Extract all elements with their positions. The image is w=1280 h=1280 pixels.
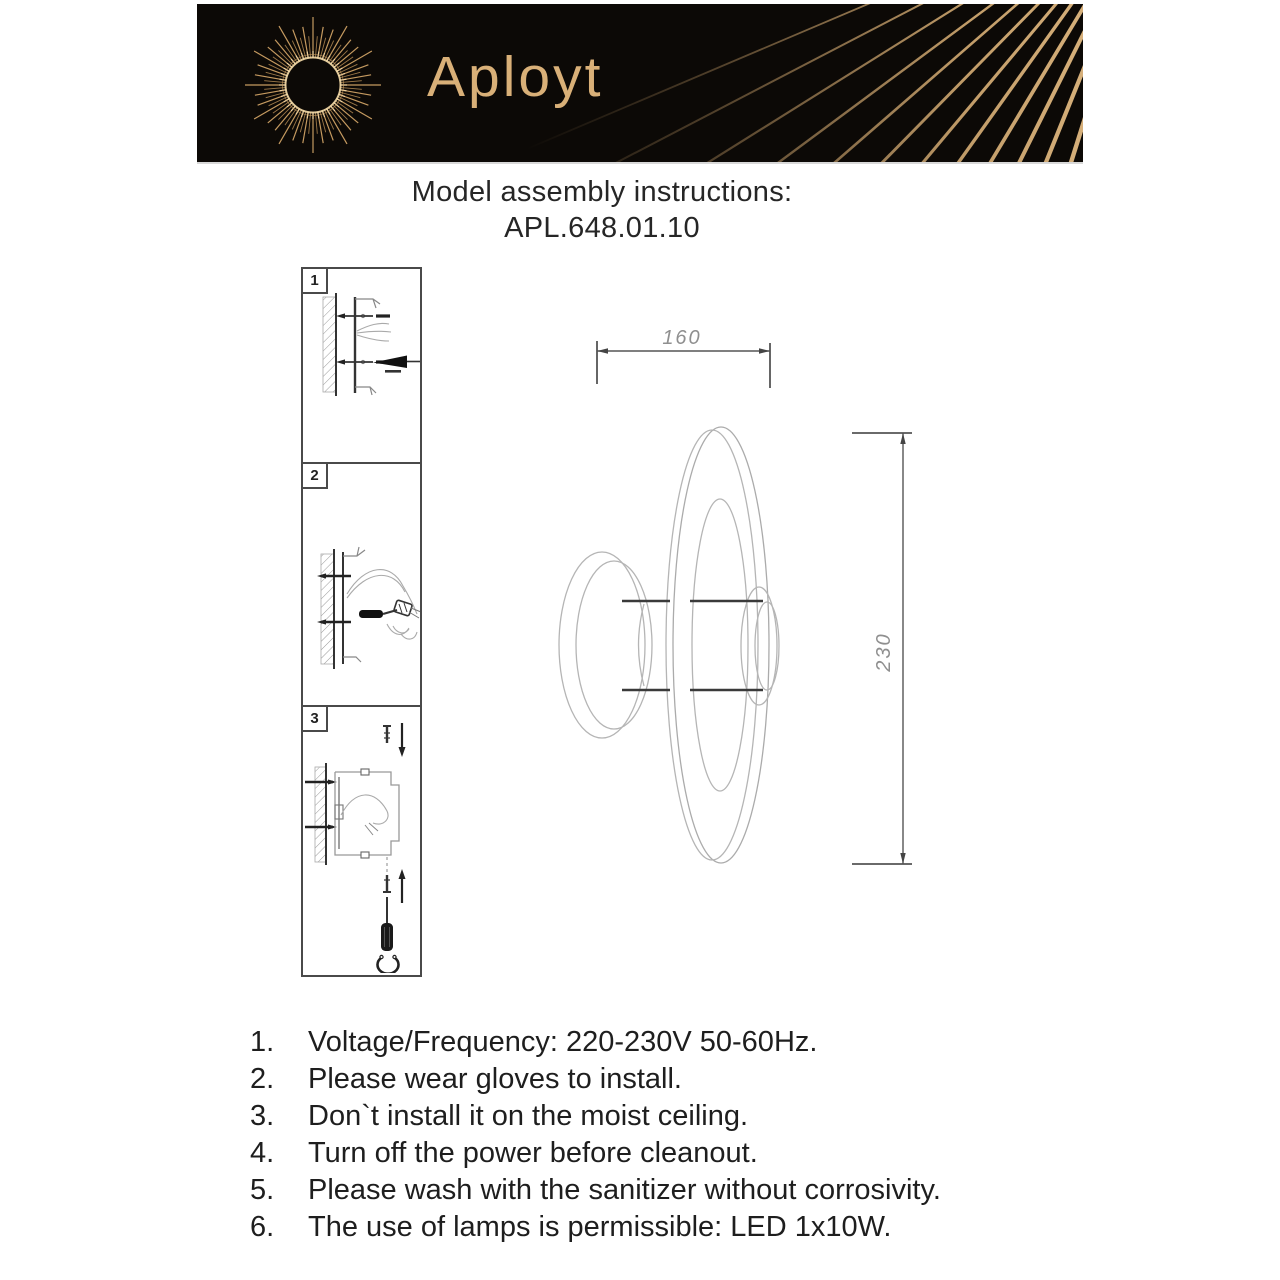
corner-rays-icon — [197, 4, 1083, 162]
list-item-number: 1. — [250, 1026, 275, 1058]
list-item — [250, 1172, 1100, 1209]
list-item-text: Please wear gloves to install. — [308, 1063, 682, 1095]
list-item-text: Voltage/Frequency: 220-230V 50-60Hz. — [308, 1026, 818, 1058]
banner-art — [197, 4, 1083, 162]
list-item — [250, 1098, 1100, 1135]
height-dimension-label: 230 — [873, 632, 895, 672]
step-3-number: 3 — [303, 707, 328, 732]
sunburst-ring-outer — [283, 55, 344, 116]
step-3-panel — [303, 705, 420, 973]
model-code: APL.648.01.10 — [504, 212, 700, 244]
height-dimension — [852, 433, 912, 864]
step-1-number: 1 — [303, 269, 328, 294]
list-item — [250, 1024, 1100, 1061]
sunburst-ring — [286, 58, 341, 113]
list-item-number: 6. — [250, 1211, 275, 1243]
instruction-list — [250, 1024, 1100, 1246]
list-item-text: Turn off the power before cleanout. — [308, 1137, 758, 1169]
list-item-text: Don`t install it on the moist ceiling. — [308, 1100, 749, 1132]
step-3-drawing — [303, 707, 420, 973]
title-block — [252, 174, 952, 246]
step-2-drawing — [303, 464, 420, 705]
step-1-panel — [303, 269, 420, 462]
list-item — [250, 1209, 1100, 1246]
list-item — [250, 1135, 1100, 1172]
step-2-number: 2 — [303, 464, 328, 489]
list-item-number: 4. — [250, 1137, 275, 1169]
list-item-text: The use of lamps is permissible: LED 1x10W. — [308, 1211, 892, 1243]
list-item-number: 2. — [250, 1063, 275, 1095]
step-2-panel — [303, 462, 420, 705]
list-item-number: 5. — [250, 1174, 275, 1206]
lamp-side-view — [559, 427, 779, 863]
list-item-text: Please wash with the sanitizer without corrosivity. — [308, 1174, 941, 1206]
dimension-diagram — [540, 320, 960, 890]
step-1-drawing — [303, 269, 420, 460]
assembly-steps — [301, 267, 422, 977]
width-dimension-label: 160 — [662, 327, 702, 349]
sunburst-logo-icon — [245, 17, 381, 153]
page-title: Model assembly instructions: — [411, 176, 793, 208]
brand-banner — [197, 4, 1083, 164]
list-item — [250, 1061, 1100, 1098]
list-item-number: 3. — [250, 1100, 275, 1132]
brand-wordmark: Aployt — [427, 45, 604, 109]
width-dimension — [597, 327, 770, 388]
